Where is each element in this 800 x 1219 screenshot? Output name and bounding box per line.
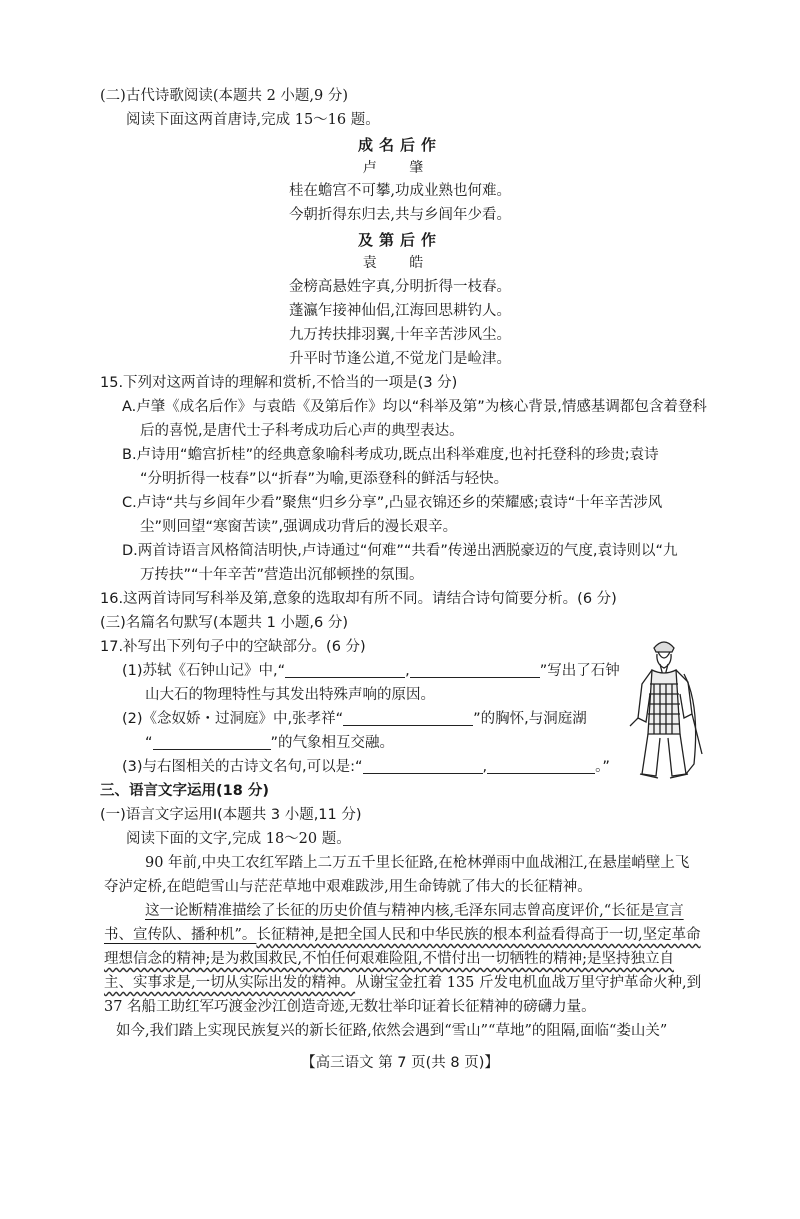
q15-option-a-cont: 后的喜悦,是唐代士子科考成功后心声的典型表达。	[140, 423, 464, 439]
passage-line: 夺泸定桥,在皑皑雪山与茫茫草地中艰难跋涉,用生命铸就了伟大的长征精神。	[104, 879, 592, 895]
answer-blank-4[interactable]	[153, 733, 271, 750]
passage-line-mixed	[104, 925, 701, 945]
poem2-line: 九万抟扶排羽翼,十年辛苦涉风尘。	[288, 327, 512, 343]
section-header-dictation: (三)名篇名句默写(本题共 1 小题,6 分)	[100, 615, 349, 631]
passage-line: 37 名船工助红军巧渡金沙江创造奇迹,无数壮举印证着长征精神的磅礴力量。	[104, 999, 596, 1015]
question-16-stem: 16.这两首诗同写科举及第,意象的选取却有所不同。请结合诗句简要分析。(6 分)	[100, 591, 617, 607]
question-17-stem: 17.补写出下列句子中的空缺部分。(6 分)	[100, 639, 366, 655]
part3-header: 三、语言文字运用(18 分)	[100, 783, 269, 799]
passage-instruction: 阅读下面的文字,完成 18～20 题。	[126, 831, 351, 847]
poem1-line: 桂在蟾宫不可攀,功成业熟也何难。	[288, 183, 512, 199]
answer-blank-1[interactable]	[285, 661, 405, 678]
q17-item-2	[122, 709, 587, 729]
passage-wavy-line: 理想信念的精神;是为救国救民,不怕任何艰难险阻,不惜付出一切牺牲的精神;是坚持独立自	[104, 951, 674, 967]
q17-item2-text: (2)《念奴娇・过洞庭》中,张孝祥“	[122, 711, 344, 727]
q15-option-d: D.两首诗语言风格简洁明快,卢诗通过“何难”“共看”传递出洒脱豪迈的气度,袁诗则以“九	[122, 543, 678, 559]
passage-wavy-segment: 长征精神,是把全国人民和中华民族的根本利益看得高于一切,坚定革命	[256, 927, 701, 943]
poem2-title: 及第后作	[357, 231, 442, 249]
q17-item2-end: ”的气象相互交融。	[270, 735, 395, 751]
q17-item3-text: (3)与右图相关的古诗文名句,可以是:“	[122, 759, 363, 775]
poem1-author: 卢 肇	[362, 160, 438, 176]
subsection-header: (一)语言文字运用Ⅰ(本题共 3 小题,11 分)	[100, 807, 362, 823]
passage-segment: 从谢宝金扛着 135 斤发电机血战万里守护革命火种,到	[355, 975, 702, 991]
answer-blank-6[interactable]	[487, 757, 595, 774]
passage-line-mixed	[104, 973, 701, 993]
poetry-instruction: 阅读下面这两首唐诗,完成 15～16 题。	[126, 112, 380, 128]
q17-item-1	[122, 661, 620, 681]
poem2-line: 升平时节逢公道,不觉龙门是崄津。	[288, 351, 512, 367]
passage-line: 如今,我们踏上实现民族复兴的新长征路,依然会遇到“雪山”“草地”的阻隔,面临“娄山关”	[116, 1023, 668, 1039]
q17-item1-text: (1)苏轼《石钟山记》中,“	[122, 663, 286, 679]
q15-option-c-cont: 尘”则回望“寒窗苦读”,强调成功背后的漫长艰辛。	[140, 519, 458, 535]
answer-blank-3[interactable]	[343, 709, 473, 726]
q17-item1-cont: 山大石的物理特性与其发出特殊声响的原因。	[145, 687, 435, 703]
q15-option-b: B.卢诗用“蟾宫折桂”的经典意象喻科考成功,既点出科举难度,也衬托登科的珍贵;袁诗	[122, 447, 659, 463]
q17-item-3	[122, 757, 610, 777]
passage-line: 90 年前,中央工农红军踏上二万五千里长征路,在枪林弹雨中血战湘江,在悬崖峭壁上飞	[145, 855, 690, 871]
poem2-line: 金榜高悬姓字真,分明折得一枝春。	[288, 279, 512, 295]
answer-blank-2[interactable]	[410, 661, 540, 678]
q17-item2-tail: ”的胸怀,与洞庭湖	[473, 711, 587, 727]
poem1-title: 成名后作	[357, 136, 442, 154]
ancient-general-illustration	[624, 634, 704, 782]
q15-option-d-cont: 万抟扶”“十年辛苦”营造出沉郁顿挫的氛围。	[140, 567, 424, 583]
answer-blank-5[interactable]	[363, 757, 483, 774]
poem2-author: 袁 皓	[362, 255, 438, 271]
passage-underlined-segment: 书、宣传队、播种机”。	[104, 927, 257, 943]
poem1-line: 今朝折得东归去,共与乡闾年少看。	[288, 207, 512, 223]
section-header-poetry: (二)古代诗歌阅读(本题共 2 小题,9 分)	[100, 88, 349, 104]
q17-item1-tail: ”写出了石钟	[539, 663, 620, 679]
poem2-line: 蓬瀛乍接神仙侣,江海回思耕钓人。	[288, 303, 512, 319]
q17-item3-comma: ,	[482, 759, 488, 775]
q17-item2-cont	[145, 733, 394, 753]
q17-item2-quote: “	[145, 735, 153, 751]
passage-wavy-segment: 主、实事求是,一切从实际出发的精神。	[104, 975, 356, 991]
q17-item3-end: 。”	[595, 759, 610, 775]
q17-item1-comma: ,	[405, 663, 410, 679]
q15-option-a: A.卢肇《成名后作》与袁皓《及第后作》均以“科举及第”为核心背景,情感基调都包含着登科	[122, 399, 707, 415]
q15-option-b-cont: “分明折得一枝春”以“折春”为喻,更添登科的鲜活与轻快。	[140, 471, 509, 487]
question-15-stem: 15.下列对这两首诗的理解和赏析,不恰当的一项是(3 分)	[100, 375, 458, 391]
page-footer: 【高三语文 第 7 页(共 8 页)】	[301, 1055, 499, 1071]
q15-option-c: C.卢诗“共与乡闾年少看”聚焦“归乡分享”,凸显衣锦还乡的荣耀感;袁诗“十年辛苦涉风	[122, 495, 663, 511]
passage-underlined-line: 这一论断精准描绘了长征的历史价值与精神内核,毛泽东同志曾高度评价,“长征是宣言	[145, 903, 684, 919]
